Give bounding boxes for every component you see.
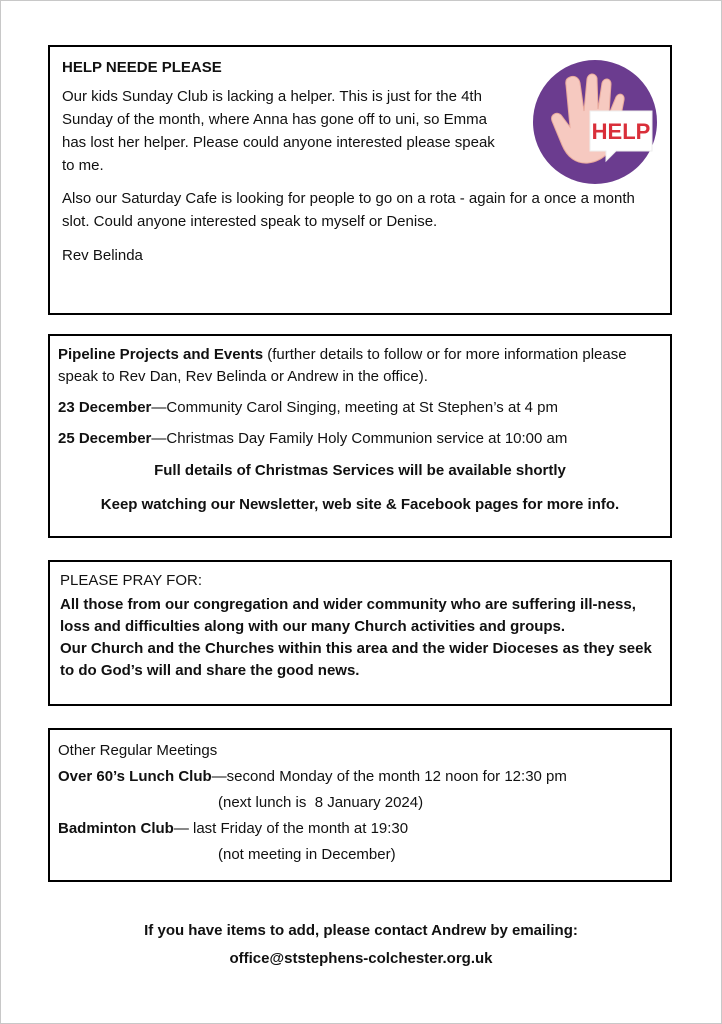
meeting-text: — last Friday of the month at 19:30 — [173, 820, 409, 837]
prayer-body-churches: Our Church and the Churches within this area and the wider Dioceses as they seek to do God’s will and share the good news. — [60, 640, 652, 679]
prayer-heading: PLEASE PRAY FOR: — [60, 572, 202, 589]
meeting-badminton-note: (not meeting in December) — [218, 846, 396, 863]
meeting-badminton-club — [58, 816, 662, 842]
prayer-body-community: All those from our congregation and wider community who are suffering ill-ness, loss and difficulties along with our many Church activities and groups. — [60, 596, 636, 635]
pipeline-heading-bold: Pipeline Projects and Events — [58, 346, 264, 363]
keep-watching-notice: Keep watching our Newsletter, web site & Facebook pages for more info. — [100, 496, 620, 513]
event-carol-singing — [58, 397, 662, 419]
footer-email[interactable]: office@ststephens-colchester.org.uk — [229, 950, 493, 967]
help-title: HELP NEEDE PLEASE — [62, 59, 222, 76]
event-christmas-day — [58, 428, 662, 450]
meeting-lunch-note: (next lunch is 8 January 2024) — [218, 794, 424, 811]
meeting-name: Over 60’s Lunch Club — [58, 768, 212, 785]
help-paragraph-saturday-cafe: Also our Saturday Cafe is looking for people to go on a rota - again for a once a month slot. Could anyone interested speak to myself or Denise. — [62, 190, 635, 230]
meetings-heading: Other Regular Meetings — [58, 742, 218, 759]
event-date: 25 December — [58, 430, 152, 447]
meeting-name: Badminton Club — [58, 820, 174, 837]
footer-contact-line: If you have items to add, please contact Andrew by emailing: — [144, 922, 578, 939]
meeting-text: —second Monday of the month 12 noon for 12:30 pm — [211, 768, 567, 785]
event-text: —Community Carol Singing, meeting at St Stephen’s at 4 pm — [151, 399, 558, 416]
help-logo-text: HELP — [591, 119, 651, 144]
regular-meetings-box — [48, 728, 672, 882]
event-text: —Christmas Day Family Holy Communion service at 10:00 am — [151, 430, 568, 447]
pipeline-heading-rest: (further details to follow or for more information please speak to Rev Dan, Rev Belinda or Andrew in the office). — [58, 346, 627, 385]
help-hand-icon — [532, 59, 658, 185]
event-date: 23 December — [58, 399, 152, 416]
pipeline-events-box — [48, 334, 672, 538]
help-paragraph-sunday-club: Our kids Sunday Club is lacking a helper. This is just for the 4th Sunday of the month, where Anna has gone off to uni, so Emma has lost her helper. Please could anyone interested please speak to me. — [62, 88, 495, 174]
pipeline-heading — [58, 344, 662, 388]
meeting-lunch-club — [58, 764, 662, 790]
christmas-services-notice: Full details of Christmas Services will be available shortly — [154, 462, 566, 479]
help-signature: Rev Belinda — [62, 247, 143, 264]
help-needed-box — [48, 45, 672, 315]
prayer-box — [48, 560, 672, 706]
